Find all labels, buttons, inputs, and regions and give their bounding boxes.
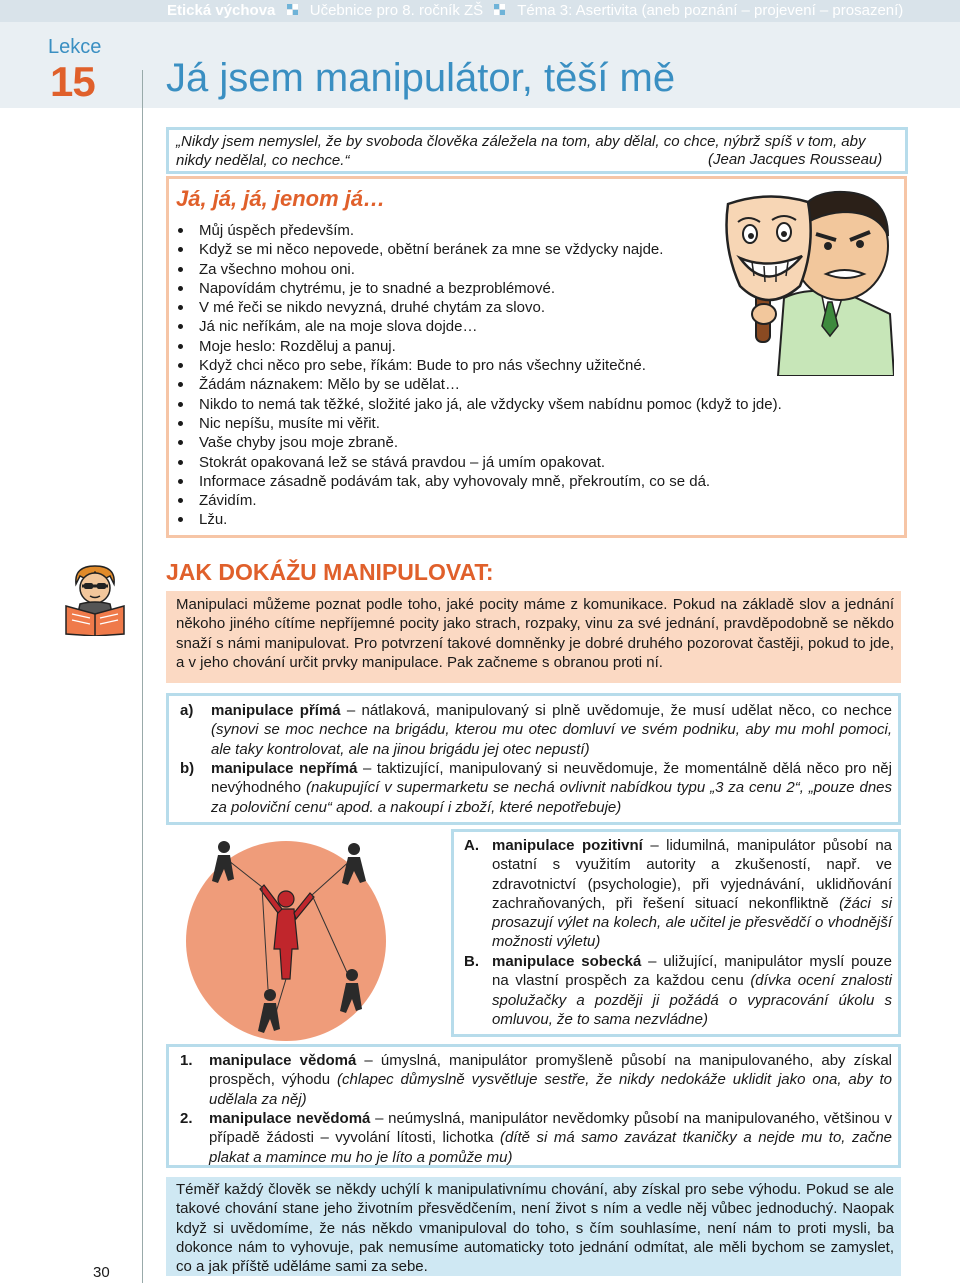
breadcrumb-book: Učebnice pro 8. ročník ZŠ [309,2,484,19]
trait-item: Napovídám chytrému, je to snadné a bezproblémové. [176,279,876,298]
trait-item: Nic nepíšu, musíte mi věřit. [176,414,876,433]
item-example: (dívka ocení znalosti spolužačky a později ji požádá o vypracování úkolu s omluvou, že to sama nezvládne) [492,972,892,1028]
item-text: – uližující, manipulátor myslí pouze na vlastní prospěch za každou cenu [492,953,892,990]
type-positive [464,836,892,952]
trait-item: Informace zásadně podávám tak, aby vyhovovaly mně, překroutím, co se dá. [176,472,876,491]
margin-divider [142,70,143,1283]
trait-item: Když se mi něco nepovede, obětní beránek za mne se vždycky najde. [176,240,876,259]
page-number: 30 [93,1264,110,1281]
trait-item: Žádám náznakem: Mělo by se udělat… [176,375,876,394]
lesson-label: Lekce [48,36,102,58]
item-term: manipulace vědomá [209,1052,357,1069]
item-text: – lidumilná, manipulátor působí na ostatní s využitím autority a zkušeností, např. ve zdravotnictví (psychologie), při vyjednávání, uklidňování zachraňovaných, při řešení situací nekonfliktně [492,837,893,912]
item-label: 2. [180,1110,193,1127]
item-term: manipulace přímá [211,702,341,719]
type-unconscious [180,1109,892,1167]
item-example: (chlapec důmyslně vysvětluje sestře, že nikdy nedokáže uklidit jako ona, aby to udělala za něj) [209,1071,892,1108]
trait-item: Stokrát opakovaná lež se stává pravdou – já umím opakovat. [176,453,876,472]
intro-text: Manipulaci můžeme poznat podle toho, jaké pocity máme z komunikace. Pokud na základě slov a jednání někoho jiného cítíme nepříjemné pocity jako strach, rozpaky, vinu za své jednání, pravděpodobně se někdo snaží s námi manipulovat. Pro potvrzení takové domněnky je dobré druhého pozorovat častěji, pokud to jde, a v jeho chování určit prvky manipulace. Pak začneme s obranou proti ní. [176,596,894,671]
trait-item: Lžu. [176,510,876,529]
item-term: manipulace nevědomá [209,1110,371,1127]
breadcrumb-subject: Etická výchova [167,2,276,19]
type-conscious [180,1051,892,1109]
trait-item: Můj úspěch především. [176,221,876,240]
type-indirect [180,759,892,817]
breadcrumb-separator-icon [494,4,506,16]
breadcrumb-topic: Téma 3: Asertivita (aneb poznání – projevení – prosazení) [517,2,904,19]
type-selfish [464,952,892,1029]
section-heading: JAK DOKÁŽU MANIPULOVAT: [166,559,494,585]
item-example: (žáci si prosazují výlet na kolech, ale učitel je přesvědčí o vhodnější možnosti výletu) [492,894,892,951]
trait-item: Vaše chyby jsou moje zbraně. [176,433,876,452]
item-term: manipulace nepřímá [211,760,358,777]
item-text: – taktizující, manipulovaný si neuvědomuje, že momentálně dělá něco pro něj nevýhodného [211,760,892,797]
item-text: – nátlaková, manipulovaný si plně uvědomuje, že musí udělat něco, co nechce [340,702,893,719]
item-term: manipulace sobecká [492,953,642,970]
type-direct [180,701,892,759]
item-example: (nakupující v supermarketu se nechá ovlivnit nabídkou typu „3 za cenu 2“, „pouze dnes za poloviční cenu“ apod. a nakoupí i zboží, které nepotřebuje) [211,779,893,816]
trait-item: Když chci něco pro sebe, říkám: Bude to pro nás všechny užitečné. [176,356,876,375]
quote-author: (Jean Jacques Rousseau) [708,151,883,168]
quote-text: „Nikdy jsem nemyslel, že by svoboda člověka záležela na tom, aby dělal, co chce, nýbrž spíš v tom, aby nikdy nedělal, co nechce.“ [176,133,866,169]
page-title: Já jsem manipulátor, těší mě [166,56,676,100]
item-label: b) [180,760,195,777]
trait-item: Nikdo to nemá tak těžké, složité jako já, ale vždycky všem nabídnu pomoc (když to jde). [176,395,876,414]
item-text: – neúmyslná, manipulátor nevědomky působí na manipulovaného, většinou v případě žádosti – vyvolání lítosti, lichotka [209,1110,892,1147]
puppeteer-illustration [182,829,456,1051]
trait-item: Moje heslo: Rozděluj a panuj. [176,337,876,356]
breadcrumb-separator-icon [287,4,299,16]
trait-item: V mé řeči se nikdo nevyzná, druhé chytám za slovo. [176,298,876,317]
item-term: manipulace pozitivní [492,837,643,854]
trait-item: Já nic neříkám, ale na moje slova dojde… [176,317,876,336]
item-label: 1. [180,1052,193,1069]
item-example: (dítě si má samo zavázat tkaničky a nejde mu to, začne plakat a mamince mu ho je líto a pomůže mu) [209,1129,893,1166]
reading-student-illustration [62,562,128,636]
breadcrumb [167,2,903,19]
traits-heading: Já, já, já, jenom já… [176,186,386,211]
trait-item: Závidím. [176,491,876,510]
summary-text: Téměř každý člověk se někdy uchýlí k manipulativnímu chování, aby získal pro sebe výhodu. Pokud se ale takové chování stane jeho životním přesvědčením, není život s ním a vedle něj vůbec jednoduchý. Naopak když si uvědomíme, že nás někdo vmanipuloval do toho, s čím souhlasíme, není nám to proti mysli, ba dokonce nám to vyhovuje, pak nemusíme automaticky toto jednání odmítat, ale měli bychom se zamyslet, co a jak příště uděláme sami za sebe. [176,1181,894,1276]
trait-item: Za všechno mohou oni. [176,260,876,279]
lesson-number: 15 [50,58,95,105]
item-label: a) [180,702,194,719]
item-text: – úmyslná, manipulátor promyšleně působí na manipulovaného, aby získal prospěch, výhodu [209,1052,893,1089]
item-example: (synovi se moc nechce na brigádu, kterou mu otec domluví ve svém podniku, aby mu mohl pomoci, ale taky kontrolovat, ale na jinou brigádu jej otec nepustí) [211,721,892,758]
item-label: B. [464,953,479,970]
item-label: A. [464,837,479,854]
mask-illustration [718,186,894,376]
